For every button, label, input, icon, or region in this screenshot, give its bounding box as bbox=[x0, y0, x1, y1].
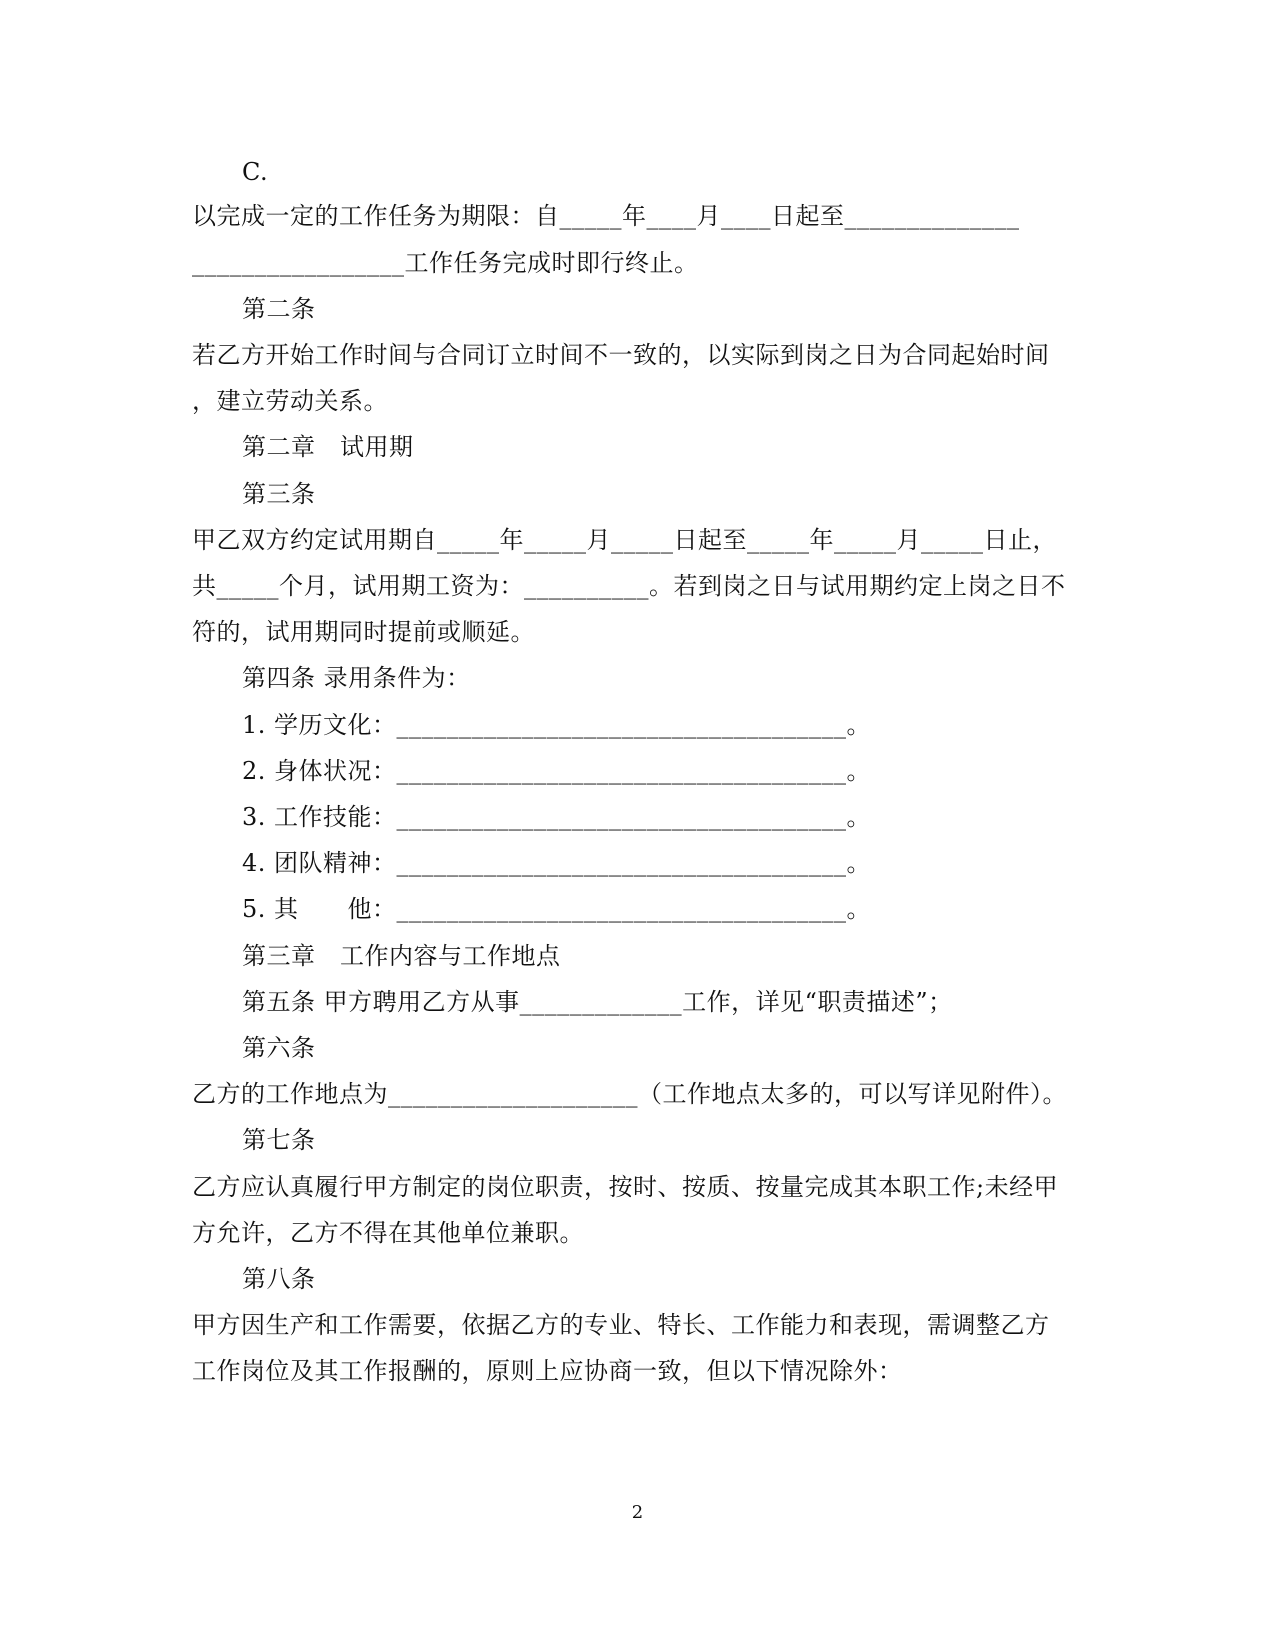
condition-item-health: 2. 身体状况：____________________________________。 bbox=[242, 757, 872, 785]
article-2-text-line-2: ，建立劳动关系。 bbox=[192, 387, 388, 415]
article-4-heading: 第四条 录用条件为： bbox=[242, 664, 471, 692]
article-7-text-line-2: 方允许，乙方不得在其他单位兼职。 bbox=[192, 1219, 584, 1247]
article-7-heading: 第七条 bbox=[242, 1126, 316, 1154]
article-2-heading: 第二条 bbox=[242, 295, 316, 323]
article-7-text-line-1: 乙方应认真履行甲方制定的岗位职责，按时、按质、按量完成其本职工作;未经甲 bbox=[192, 1173, 1059, 1201]
chapter-3-heading: 第三章 工作内容与工作地点 bbox=[242, 942, 561, 970]
article-8-heading: 第八条 bbox=[242, 1265, 316, 1293]
article-2-text-line-1: 若乙方开始工作时间与合同订立时间不一致的，以实际到岗之日为合同起始时间 bbox=[192, 341, 1050, 369]
condition-item-education: 1. 学历文化：____________________________________。 bbox=[242, 711, 872, 739]
article-5-text: 第五条 甲方聘用乙方从事_____________工作，详见“职责描述”； bbox=[242, 988, 953, 1016]
condition-item-skills: 3. 工作技能：____________________________________。 bbox=[242, 803, 872, 831]
article-6-heading: 第六条 bbox=[242, 1034, 316, 1062]
article-3-text-line-3: 符的，试用期同时提前或顺延。 bbox=[192, 618, 535, 646]
condition-item-teamwork: 4. 团队精神：____________________________________。 bbox=[242, 849, 872, 877]
condition-item-other: 5. 其 他：____________________________________。 bbox=[242, 895, 872, 923]
article-3-text-line-1: 甲乙双方约定试用期自_____年_____月_____日起至_____年_____月_____日止， bbox=[192, 526, 1057, 554]
term-task-line-1: 以完成一定的工作任务为期限：自_____年____月____日起至______________ bbox=[192, 202, 1020, 230]
term-task-line-2: _________________工作任务完成时即行终止。 bbox=[192, 249, 699, 277]
clause-c-label: C. bbox=[242, 158, 269, 186]
article-3-text-line-2: 共_____个月，试用期工资为：__________。若到岗之日与试用期约定上岗之日不 bbox=[192, 572, 1066, 600]
article-8-text-line-2: 工作岗位及其工作报酬的，原则上应协商一致，但以下情况除外： bbox=[192, 1357, 903, 1385]
article-3-heading: 第三条 bbox=[242, 480, 316, 508]
page-number: 2 bbox=[631, 1502, 644, 1523]
article-6-text: 乙方的工作地点为____________________（工作地点太多的，可以写详见附件）。 bbox=[192, 1080, 1067, 1108]
chapter-2-heading: 第二章 试用期 bbox=[242, 433, 414, 461]
article-8-text-line-1: 甲方因生产和工作需要，依据乙方的专业、特长、工作能力和表现，需调整乙方 bbox=[192, 1311, 1050, 1339]
